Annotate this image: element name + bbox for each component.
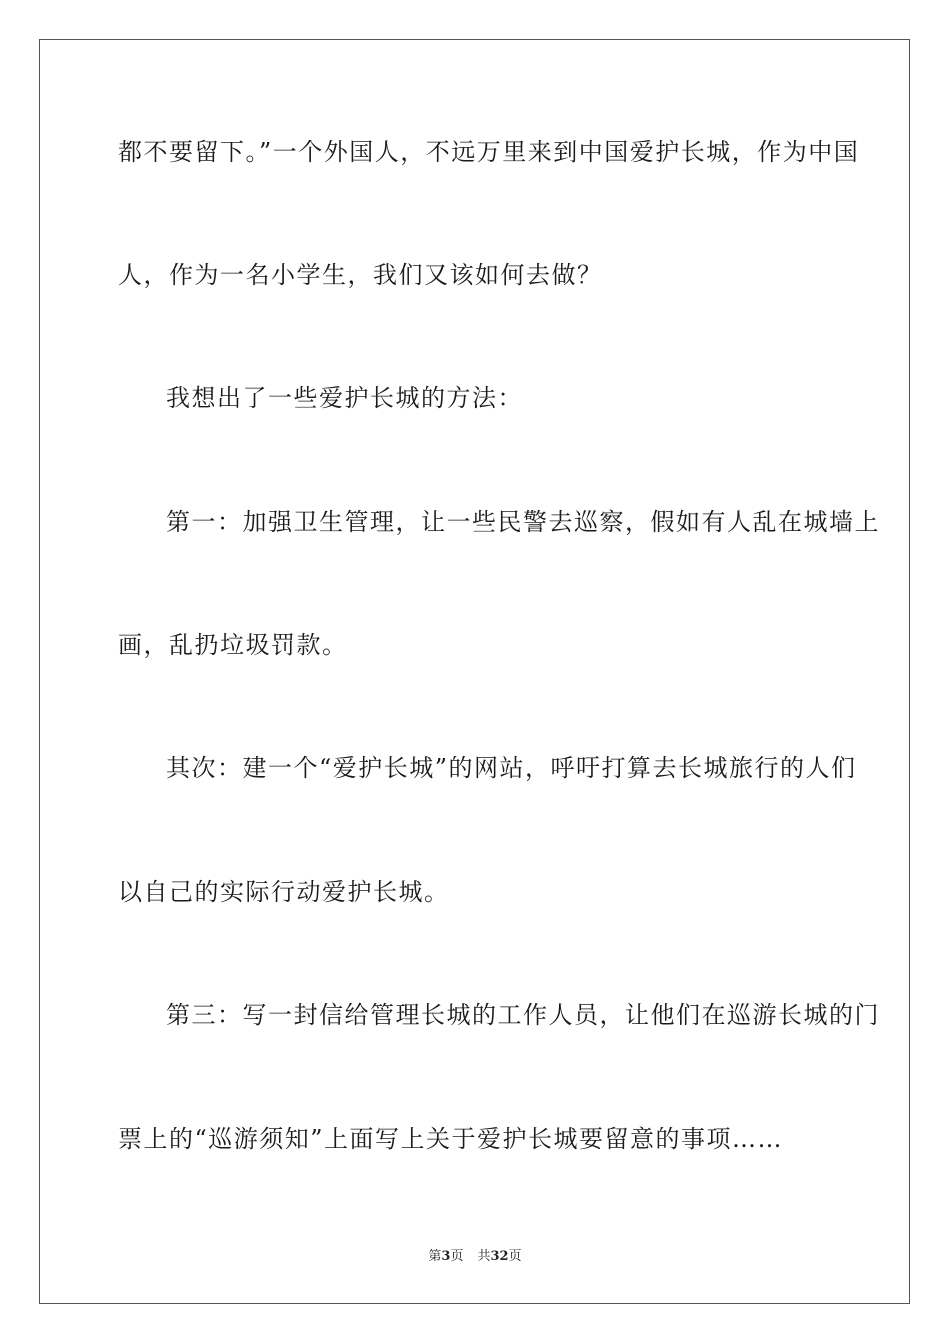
page-footer	[0, 1248, 950, 1266]
paragraph-4-line-2: 以自己的实际行动爱护长城。	[118, 878, 450, 906]
footer-total-prefix: 共	[477, 1249, 491, 1264]
page-border	[39, 39, 910, 1304]
footer-page-prefix: 第	[428, 1249, 442, 1264]
paragraph-1-line-2: 人，作为一名小学生，我们又该如何去做？	[118, 261, 603, 289]
paragraph-2-line-1: 我想出了一些爱护长城的方法：	[166, 384, 523, 412]
paragraph-4-line-1: 其次：建一个“爱护长城”的网站，呼吁打算去长城旅行的人们	[166, 754, 857, 782]
footer-page-suffix: 页	[450, 1249, 464, 1264]
paragraph-3-line-2: 画，乱扔垃圾罚款。	[118, 631, 348, 659]
paragraph-3-line-1: 第一：加强卫生管理，让一些民警去巡察，假如有人乱在城墙上	[166, 508, 880, 536]
paragraph-5-line-1: 第三：写一封信给管理长城的工作人员，让他们在巡游长城的门	[166, 1001, 880, 1029]
footer-total-suffix: 页	[508, 1249, 522, 1264]
footer-total-number: 32	[490, 1249, 509, 1264]
paragraph-5-line-2: 票上的“巡游须知”上面写上关于爱护长城要留意的事项……	[118, 1125, 784, 1153]
paragraph-1-line-1: 都不要留下。”一个外国人，不远万里来到中国爱护长城，作为中国	[118, 138, 860, 166]
footer-page-number: 3	[441, 1249, 451, 1264]
